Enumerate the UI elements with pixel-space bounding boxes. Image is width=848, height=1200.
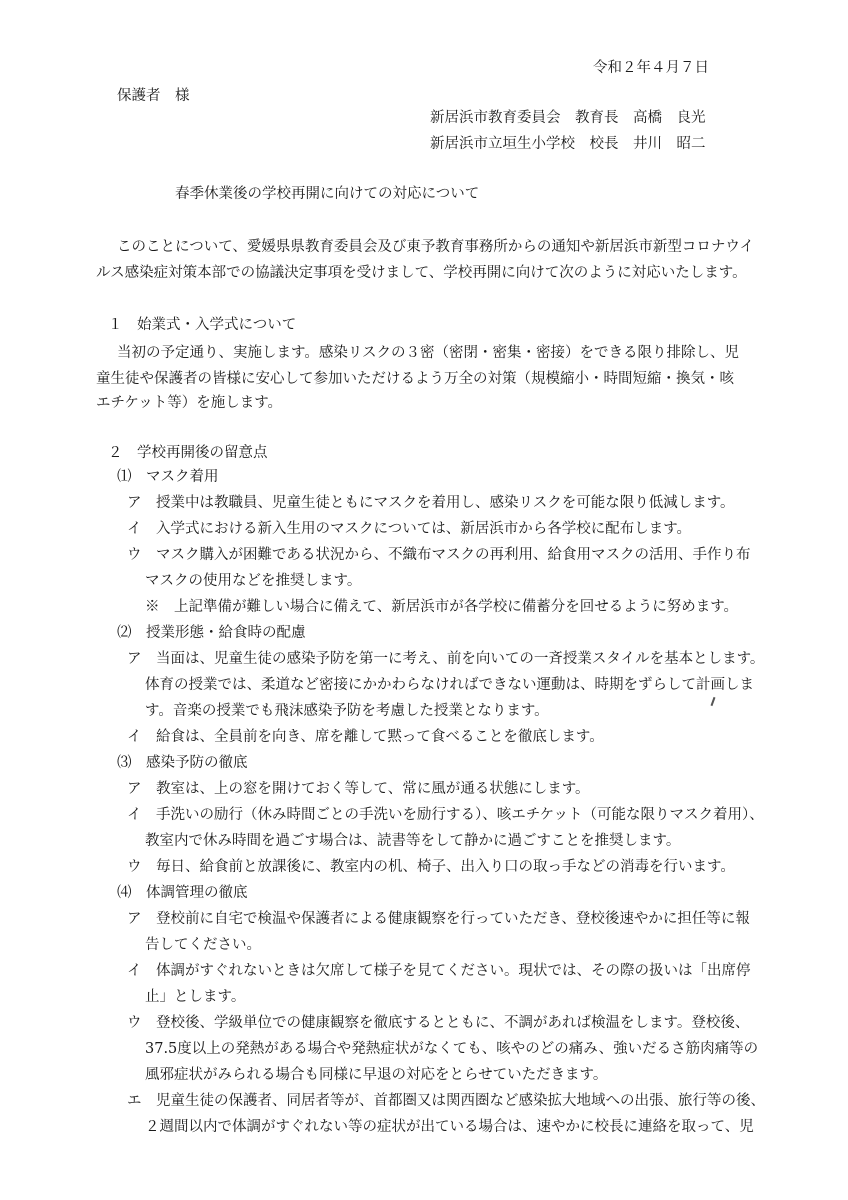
sub3-heading: ⑶ 感染予防の徹底 [117,755,248,771]
sub4-heading: ⑷ 体調管理の徹底 [117,885,248,901]
sub4-item-u-2: 37.5度以上の発熱がある場合や発熱症状がなくても、咳やのどの痛み、強いだるさ筋肉痛等の [145,1041,759,1057]
sub3-item-u: ウ 毎日、給食前と放課後に、教室内の机、椅子、出入り口の取っ手などの消毒を行います。 [127,859,735,875]
sub1-heading: ⑴ マスク着用 [117,469,219,485]
sub2-item-i: イ 給食は、全員前を向き、席を離して黙って食べることを徹底します。 [127,729,604,745]
scan-speck [711,697,716,706]
recipient-line: 保護者 様 [117,88,190,104]
intro-line-2: ルス感染症対策本部での協議決定事項を受けまして、学校再開に向けて次のように対応いたします。 [96,265,747,281]
sub4-item-e-2: ２週間以内で体調がすぐれない等の症状が出ている場合は、速やかに校長に連絡を取って、児 [145,1119,754,1135]
sub4-item-a-2: 告してください。 [145,937,261,953]
sub1-item-a: ア 授業中は教職員、児童生徒ともにマスクを着用し、感染リスクを可能な限り低減します。 [127,495,735,511]
section1-body-2: 童生徒や保護者の皆様に安心して参加いただけるよう万全の対策（規模縮小・時間短縮・換気・咳 [96,371,734,387]
sub1-item-u-2: マスクの使用などを推奨します。 [145,573,362,589]
section2-heading: ２ 学校再開後の留意点 [108,445,268,461]
sub3-item-i-2: 教室内で休み時間を過ごす場合は、読書等をして静かに過ごすことを推奨します。 [145,833,681,849]
sub2-item-a-1: ア 当面は、児童生徒の感染予防を第一に考え、前を向いての一斉授業スタイルを基本とします。 [127,651,765,667]
sub4-item-i-1: イ 体調がすぐれないときは欠席して様子を見てください。現状では、その際の扱いは「出席停 [127,963,751,979]
sub1-item-u-1: ウ マスク購入が困難である状況から、不織布マスクの再利用、給食用マスクの活用、手作り布 [127,547,751,563]
sub4-item-a-1: ア 登校前に自宅で検温や保護者による健康観察を行っていただき、登校後速やかに担任等に報 [127,911,750,927]
section1-heading: １ 始業式・入学式について [108,317,297,333]
section1-body-3: エチケット等）を施します。 [96,395,283,411]
section1-body-1: 当初の予定通り、実施します。感染リスクの３密（密閉・密集・密接）をできる限り排除し、児 [117,345,740,361]
document-title: 春季休業後の学校再開に向けての対応について [175,186,480,202]
sub4-item-u-1: ウ 登校後、学級単位での健康観察を徹底するとともに、不調があれば検温をします。登校後、 [127,1015,750,1031]
sub1-item-i: イ 入学式における新入生用のマスクについては、新居浜市から各学校に配布します。 [127,521,692,537]
sub1-note: ※ 上記準備が難しい場合に備えて、新居浜市が各学校に備蓄分を回せるように努めます。 [145,599,739,615]
sender-line-2: 新居浜市立垣生小学校 校長 井川 昭二 [430,136,706,152]
sender-line-1: 新居浜市教育委員会 教育長 高橋 良光 [430,110,706,126]
sub4-item-e-1: エ 児童生徒の保護者、同居者等が、首都圏又は関西圏など感染拡大地域への出張、旅行等の後、 [127,1093,765,1109]
sub2-heading: ⑵ 授業形態・給食時の配慮 [117,625,306,641]
sub2-item-a-2: 体育の授業では、柔道など密接にかかわらなければできない運動は、時期をずらして計画しま [145,677,754,693]
document-date: 令和２年４月７日 [593,60,709,76]
sub2-item-a-3: す。音楽の授業でも飛沫感染予防を考慮した授業となります。 [145,703,549,719]
sub4-item-i-2: 止」とします。 [145,989,246,1005]
intro-line-1: このことについて、愛媛県県教育委員会及び東予教育事務所からの通知や新居浜市新型コロナウイ [117,239,754,255]
sub4-item-u-3: 風邪症状がみられる場合も同様に早退の対応をとらせていただきます。 [145,1067,608,1083]
sub3-item-a: ア 教室は、上の窓を開けておく等して、常に風が通る状態にします。 [127,781,590,797]
sub3-item-i-1: イ 手洗いの励行（休み時間ごとの手洗いを励行する）、咳エチケット（可能な限りマスク着用）、 [127,807,764,823]
